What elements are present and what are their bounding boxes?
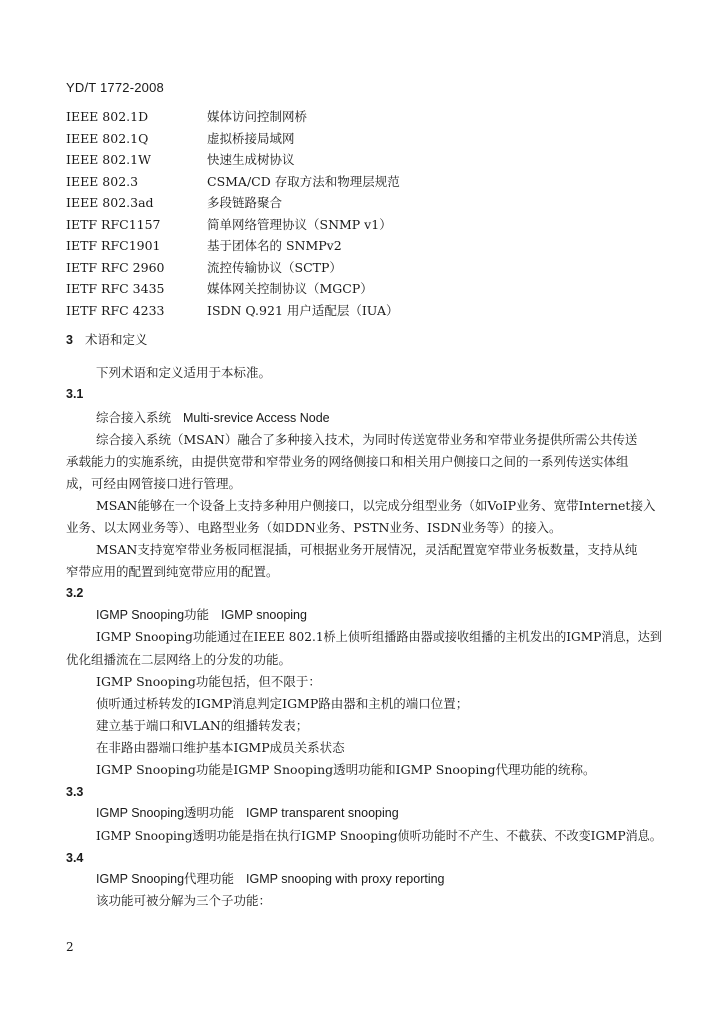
reference-code: IETF RFC1157 bbox=[66, 216, 161, 232]
reference-title: CSMA/CD 存取方法和物理层规范 bbox=[207, 173, 400, 189]
clause-number: 3.3 bbox=[66, 785, 84, 799]
term-name-en: IGMP snooping with proxy reporting bbox=[246, 872, 445, 886]
paragraph-line: 承载能力的实施系统，由提供宽带和窄带业务的网络侧接口和相关用户侧接口之间的一系列传送实体组 bbox=[66, 454, 629, 469]
reference-code: IETF RFC 2960 bbox=[66, 259, 165, 275]
term-heading bbox=[96, 803, 399, 823]
reference-title: 基于团体名的 SNMPv2 bbox=[207, 238, 342, 253]
reference-title: 多段链路聚合 bbox=[207, 195, 283, 210]
reference-title: ISDN Q.921 用户适配层（IUA） bbox=[207, 302, 399, 318]
term-name-cn: IGMP Snooping功能 bbox=[96, 608, 210, 622]
paragraph-line: MSAN能够在一个设备上支持多种用户侧接口，以完成分组型业务（如VoIP业务、宽带Internet接入 bbox=[96, 498, 656, 513]
paragraph-line: 优化组播流在二层网络上的分发的功能。 bbox=[66, 652, 292, 667]
term-heading bbox=[96, 408, 330, 428]
paragraph-line: MSAN支持宽窄带业务板同框混插，可根据业务开展情况，灵活配置宽窄带业务板数量，支持从纯 bbox=[96, 542, 638, 557]
term-name-en: IGMP transparent snooping bbox=[246, 806, 399, 820]
paragraph-line: IGMP Snooping功能是IGMP Snooping透明功能和IGMP Snooping代理功能的统称。 bbox=[96, 762, 596, 777]
paragraph-line: 综合接入系统（MSAN）融合了多种接入技术，为同时传送宽带业务和窄带业务提供所需公共传送 bbox=[96, 432, 638, 447]
reference-code: IETF RFC 3435 bbox=[66, 281, 165, 296]
paragraph-line: 业务、以太网业务等）、电路型业务（如DDN业务、PSTN业务、ISDN业务等）的接入。 bbox=[66, 520, 562, 535]
page-number: 2 bbox=[66, 940, 74, 954]
paragraph-line: 在非路由器端口维护基本IGMP成员关系状态 bbox=[96, 740, 345, 755]
term-name-cn: IGMP Snooping透明功能 bbox=[96, 806, 235, 820]
paragraph-line: 该功能可被分解为三个子功能： bbox=[96, 893, 272, 908]
section-title: 术语和定义 bbox=[84, 332, 148, 347]
reference-code: IEEE 802.3 bbox=[66, 173, 139, 189]
term-heading bbox=[96, 605, 307, 625]
term-name-cn: IGMP Snooping代理功能 bbox=[96, 872, 235, 886]
paragraph-line: IGMP Snooping透明功能是指在执行IGMP Snooping侦听功能时不产生、不截获、不改变IGMP消息。 bbox=[96, 828, 662, 843]
paragraph-line: IGMP Snooping功能通过在IEEE 802.1桥上侦听组播路由器或接收组播的主机发出的IGMP消息，达到 bbox=[96, 629, 663, 644]
reference-title: 媒体网关控制协议（MGCP） bbox=[207, 281, 373, 296]
reference-title: 流控传输协议（SCTP） bbox=[207, 259, 342, 275]
term-name-en: IGMP snooping bbox=[221, 608, 307, 622]
reference-code: IEEE 802.3ad bbox=[66, 195, 154, 210]
clause-number: 3.4 bbox=[66, 851, 84, 865]
section-heading bbox=[66, 330, 147, 350]
section-number: 3 bbox=[66, 333, 73, 347]
reference-code: IETF RFC 4233 bbox=[66, 302, 165, 318]
paragraph-line: IGMP Snooping功能包括，但不限于： bbox=[96, 674, 321, 689]
standard-code-header: YD/T 1772-2008 bbox=[66, 80, 164, 95]
section-intro: 下列术语和定义适用于本标准。 bbox=[96, 365, 272, 380]
reference-code: IEEE 802.1Q bbox=[66, 130, 149, 146]
term-heading bbox=[96, 869, 445, 889]
reference-code: IEEE 802.1W bbox=[66, 152, 151, 167]
reference-title: 媒体访问控制网桥 bbox=[207, 109, 308, 124]
reference-title: 快速生成树协议 bbox=[207, 152, 295, 167]
clause-number: 3.1 bbox=[66, 387, 84, 401]
term-name-en: Multi-srevice Access Node bbox=[183, 411, 330, 425]
reference-title: 虚拟桥接局域网 bbox=[207, 130, 295, 146]
paragraph-line: 侦听通过桥转发的IGMP消息判定IGMP路由器和主机的端口位置； bbox=[96, 696, 469, 711]
paragraph-line: 窄带应用的配置到纯宽带应用的配置。 bbox=[66, 564, 279, 579]
reference-title: 简单网络管理协议（SNMP v1） bbox=[207, 216, 392, 232]
paragraph-line: 成，可经由网管接口进行管理。 bbox=[66, 476, 242, 491]
clause-number: 3.2 bbox=[66, 586, 84, 600]
paragraph-line: 建立基于端口和VLAN的组播转发表； bbox=[96, 718, 309, 733]
reference-code: IETF RFC1901 bbox=[66, 238, 161, 253]
reference-code: IEEE 802.1D bbox=[66, 109, 149, 124]
term-name-cn: 综合接入系统 bbox=[96, 410, 172, 425]
